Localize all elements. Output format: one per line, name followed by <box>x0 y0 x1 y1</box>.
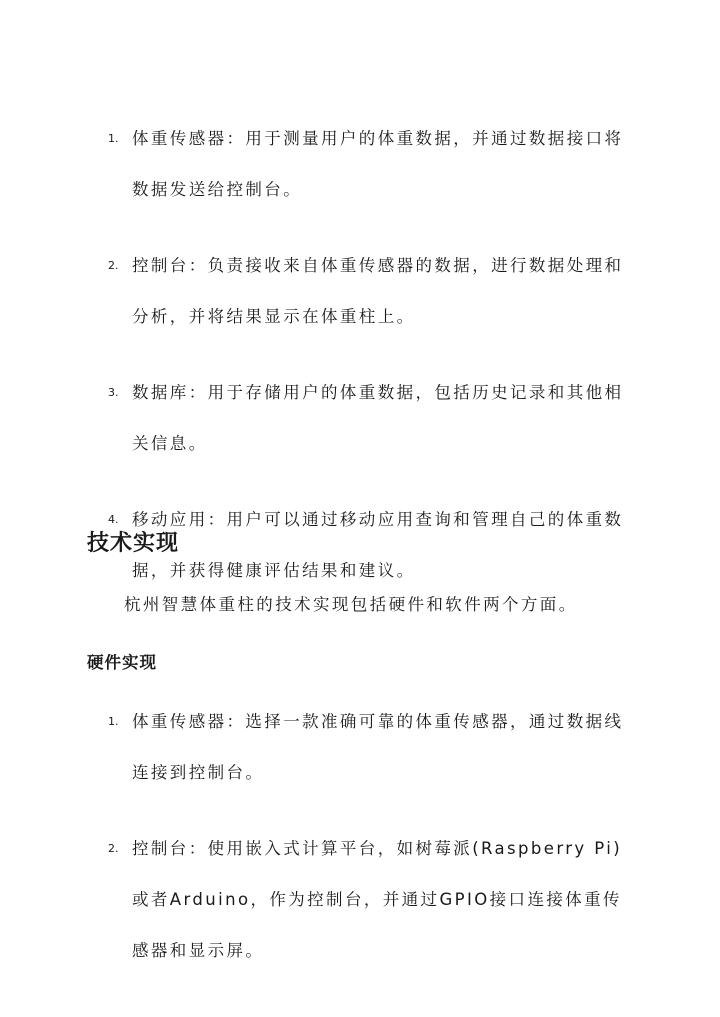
list-number: 2. <box>108 842 119 855</box>
list-item-text: 移动应用：用户可以通过移动应用查询和管理自己的体重数据，并获得健康评估结果和建议。 <box>132 510 624 580</box>
list-item-text: 体重传感器：选择一款准确可靠的体重传感器，通过数据线连接到控制台。 <box>132 712 624 782</box>
list-number: 1. <box>108 715 119 728</box>
list-item <box>108 494 638 596</box>
section-intro: 杭州智慧体重柱的技术实现包括硬件和软件两个方面。 <box>124 595 578 614</box>
list-number: 3. <box>108 386 119 399</box>
list-item-text: 数据库：用于存储用户的体重数据，包括历史记录和其他相关信息。 <box>132 383 624 453</box>
list-item <box>108 823 638 976</box>
list-item <box>108 240 638 342</box>
list-item-text: 控制台：负责接收来自体重传感器的数据，进行数据处理和分析，并将结果显示在体重柱上。 <box>132 256 624 326</box>
list-item <box>108 367 638 469</box>
list-item-text: 控制台：使用嵌入式计算平台，如树莓派(Raspberry Pi)或者Arduino，作为控制台，并通过GPIO接口连接体重传感器和显示屏。 <box>132 839 623 960</box>
section-heading: 技术实现 <box>87 530 180 556</box>
hardware-list <box>108 696 638 976</box>
list-item <box>108 113 638 215</box>
subsection-heading: 硬件实现 <box>87 653 157 672</box>
list-item-text: 体重传感器：用于测量用户的体重数据，并通过数据接口将数据发送给控制台。 <box>132 129 624 199</box>
list-number: 1. <box>108 132 119 145</box>
list-number: 2. <box>108 259 119 272</box>
component-list <box>108 113 638 596</box>
list-number: 4. <box>108 513 119 526</box>
list-item <box>108 696 638 798</box>
